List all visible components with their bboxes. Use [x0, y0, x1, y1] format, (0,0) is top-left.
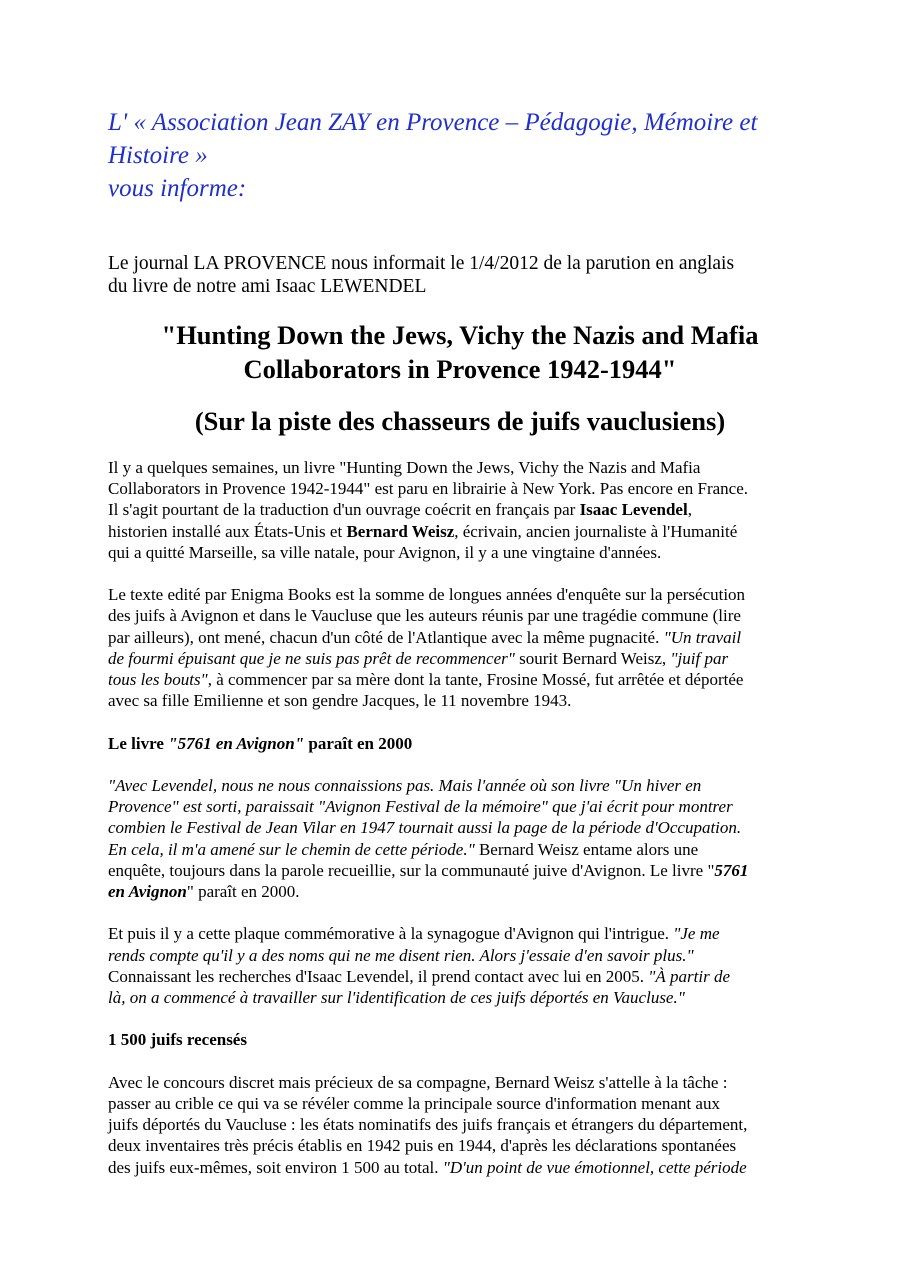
text-line: Provence" est sorti, paraissait "Avignon Festival de la mémoire" que j'ai écrit pour montrer — [108, 797, 733, 817]
heading-book-title: "5761 en Avignon" — [168, 733, 305, 753]
book-title — [60, 318, 860, 386]
text-line — [108, 860, 808, 881]
book-subtitle: (Sur la piste des chasseurs de juifs vauclusiens) — [194, 406, 726, 436]
intro-line: du livre de notre ami Isaac LEWENDEL — [108, 276, 427, 297]
text-span: Et puis il y a cette plaque commémorative à la synagogue d'Avignon qui l'intrigue. — [108, 924, 674, 944]
text-line: des juifs à Avignon et dans le Vaucluse que les auteurs réunis par une tragédie commune (lire — [108, 606, 741, 626]
book-title-span: en Avignon — [108, 882, 187, 902]
text-line: Collaborators in Provence 1942-1944" est paru en librairie à New York. Pas encore en France. — [108, 479, 749, 499]
quote-span: En cela, il m'a amené sur le chemin de cette période." — [108, 839, 475, 859]
text-line: deux inventaires très précis établis en 1942 puis en 1944, d'après les déclarations spontanées — [108, 1136, 737, 1156]
paragraph-5 — [108, 1072, 808, 1178]
text-line — [108, 923, 808, 944]
association-header — [108, 106, 808, 205]
text-span: Bernard Weisz entame alors une — [474, 839, 699, 859]
quote-span: de fourmi épuisant que je ne suis pas prêt de recommencer" — [108, 648, 515, 668]
text-line: combien le Festival de Jean Vilar en 1947 tournait aussi la page de la période d'Occupation. — [108, 818, 742, 838]
text-line — [108, 669, 808, 690]
text-span: Il s'agit pourtant de la traduction d'un ouvrage coécrit en français par — [108, 500, 580, 520]
paragraph-1 — [108, 457, 808, 563]
article-body — [108, 457, 808, 1199]
text-span: , à commencer par sa mère dont la tante, Frosine Mossé, fut arrêtée et déportée — [207, 670, 744, 690]
quote-span: "D'un point de vue émotionnel, cette période — [442, 1157, 747, 1177]
quote-span: "Un travail — [663, 627, 742, 647]
paragraph-2 — [108, 584, 808, 711]
header-line: Histoire » — [108, 142, 208, 169]
text-line: juifs déportés du Vaucluse : les états nominatifs des juifs français et étrangers du département, — [108, 1115, 748, 1135]
header-line: L' « Association Jean ZAY en Provence – Pédagogie, Mémoire et — [108, 109, 758, 136]
text-span: par ailleurs), ont mené, chacun d'un côté de l'Atlantique avec la même pugnacité. — [108, 627, 664, 647]
text-line — [108, 648, 808, 669]
header-line: vous informe: — [108, 175, 247, 202]
text-line: là, on a commencé à travailler sur l'identification de ces juifs déportés en Vaucluse." — [108, 988, 685, 1008]
text-line — [108, 1157, 808, 1178]
heading-text: paraît en 2000 — [304, 733, 413, 753]
author-name: Isaac Levendel — [579, 500, 688, 520]
text-line: "Avec Levendel, nous ne nous connaissions pas. Mais l'année où son livre "Un hiver en — [108, 776, 702, 795]
text-span: Connaissant les recherches d'Isaac Levendel, il prend contact avec lui en 2005. — [108, 966, 649, 986]
text-span: des juifs eux-mêmes, soit environ 1 500 au total. — [108, 1157, 443, 1177]
text-span: , — [687, 500, 692, 520]
text-line — [108, 966, 808, 987]
text-line: Avec le concours discret mais précieux de sa compagne, Bernard Weisz s'attelle à la tâche : — [108, 1072, 728, 1092]
text-line — [108, 627, 808, 648]
author-name: Bernard Weisz — [346, 521, 455, 541]
title-line: "Hunting Down the Jews, Vichy the Nazis and Mafia — [161, 320, 759, 350]
text-line: avec sa fille Emilienne et son gendre Jacques, le 11 novembre 1943. — [108, 691, 572, 711]
quote-span: "À partir de — [648, 966, 730, 986]
text-span: historien installé aux États-Unis et — [108, 521, 347, 541]
text-span: " paraît en 2000. — [186, 882, 300, 902]
text-line: passer au crible ce qui va se révéler comme la principale source d'information menant aux — [108, 1094, 720, 1113]
paragraph-3 — [108, 775, 808, 902]
quote-span: tous les bouts" — [108, 670, 208, 690]
book-title-span: 5761 — [714, 860, 749, 880]
heading-text: Le livre — [108, 733, 169, 753]
text-line: Il y a quelques semaines, un livre "Hunting Down the Jews, Vichy the Nazis and Mafia — [108, 458, 701, 477]
text-line — [108, 881, 808, 902]
text-line — [108, 499, 808, 520]
quote-span: "Je me — [673, 924, 720, 944]
text-span: sourit Bernard Weisz, — [514, 648, 671, 668]
text-line: rends compte qu'il y a des noms qui ne me disent rien. Alors j'essaie d'en savoir plus." — [108, 945, 694, 965]
quote-span: "juif par — [670, 648, 729, 668]
text-line — [108, 839, 808, 860]
paragraph-4 — [108, 923, 808, 1008]
title-line: Collaborators in Provence 1942-1944" — [243, 354, 677, 384]
text-span: , écrivain, ancien journaliste à l'Humanité — [454, 521, 738, 541]
text-span: enquête, toujours dans la parole recueillie, sur la communauté juive d'Avignon. Le livre " — [108, 860, 715, 880]
text-line: qui a quitté Marseille, sa ville natale, pour Avignon, il y a une vingtaine d'années. — [108, 542, 662, 562]
intro-paragraph — [108, 252, 808, 298]
section-heading — [108, 733, 808, 754]
text-line: Le texte edité par Enigma Books est la somme de longues années d'enquête sur la persécution — [108, 585, 746, 605]
text-line — [108, 521, 808, 542]
section-heading: 1 500 juifs recensés — [108, 1030, 247, 1050]
intro-line: Le journal LA PROVENCE nous informait le 1/4/2012 de la parution en anglais — [108, 253, 735, 274]
